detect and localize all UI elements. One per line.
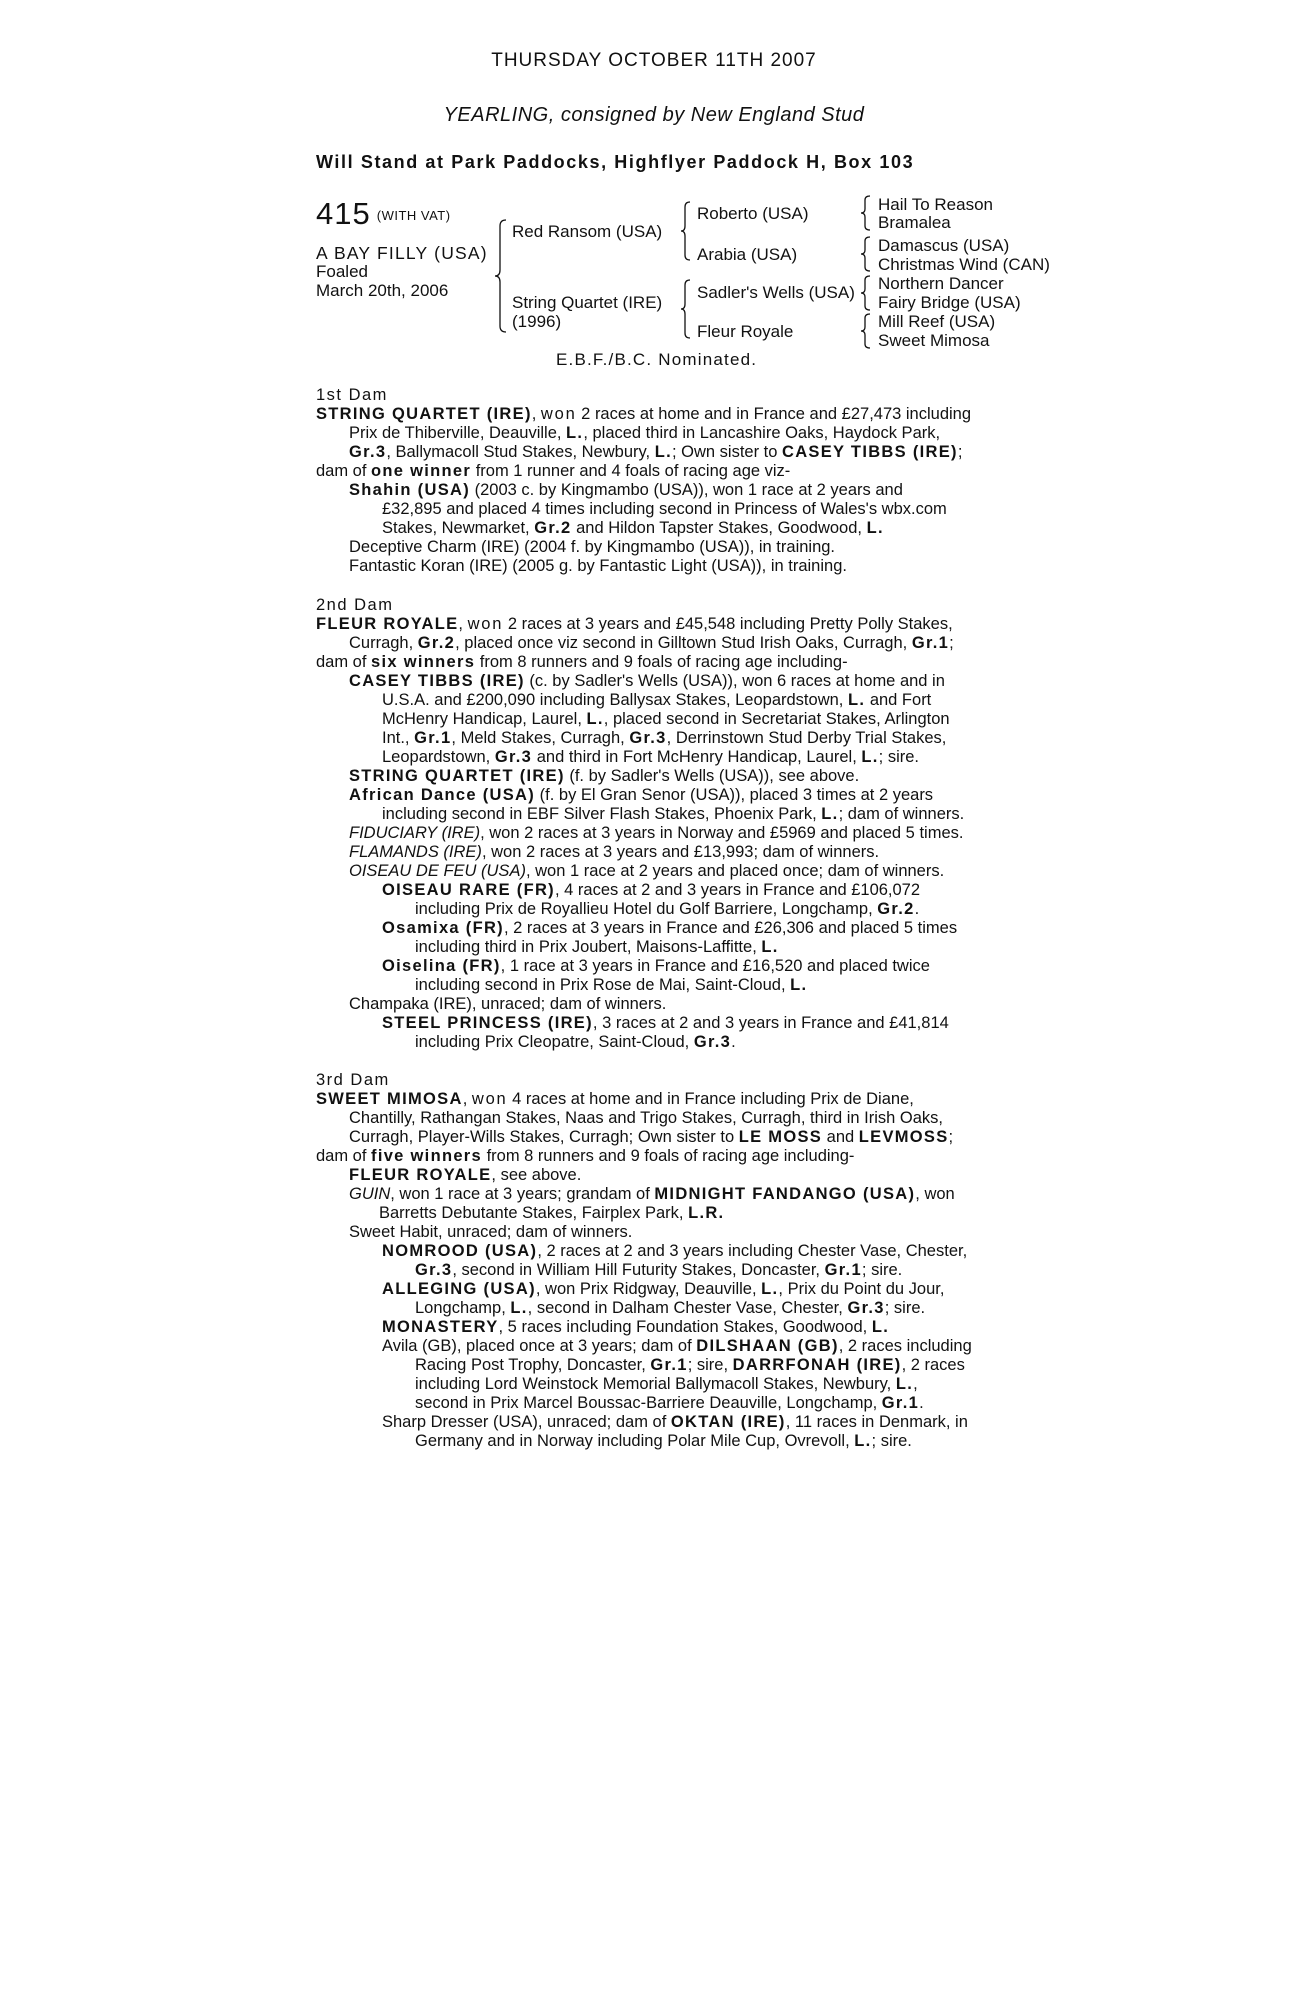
pedigree-dam-sire: Sadler's Wells (USA) [697, 283, 855, 302]
text-segment: , 2 races including [838, 1337, 972, 1355]
text-segment: ; dam of winners. [838, 805, 965, 823]
text-line [316, 1299, 1006, 1318]
text-segment: . [914, 900, 920, 918]
text-segment: dam of [316, 653, 372, 671]
bold-text: Gr.2 [877, 900, 915, 918]
nomination-note: E.B.F./B.C. Nominated. [556, 350, 758, 369]
text-segment: , Prix du Point du Jour, [778, 1280, 945, 1298]
text-segment: ; sire. [878, 748, 919, 766]
bold-text: Gr.3 [494, 748, 533, 766]
text-segment: from 8 runners and 9 foals of racing age including- [475, 653, 848, 671]
pedigree-sire-sire: Roberto (USA) [697, 204, 809, 223]
text-segment: dam of [316, 462, 372, 480]
text-segment: , second in Dalham Chester Vase, Chester, [527, 1299, 848, 1317]
text-segment: , [531, 405, 541, 423]
text-line [316, 634, 1006, 653]
bold-text: L. [566, 424, 584, 442]
pedigree-brace-g78 [860, 312, 872, 350]
text-line [316, 462, 1006, 481]
text-segment: U.S.A. and £200,090 including Ballysax Stakes, Leopardstown, [382, 691, 848, 709]
text-segment: , 11 races in Denmark, in [785, 1413, 968, 1431]
bold-text: Gr.1 [414, 729, 452, 747]
consignor-line: YEARLING, consigned by New England Stud [443, 104, 865, 126]
bold-text: MIDNIGHT FANDANGO (USA) [654, 1185, 916, 1203]
bold-text: STRING QUARTET (IRE) [349, 767, 565, 785]
bold-text: OISEAU RARE (FR) [382, 881, 555, 899]
text-line [316, 938, 1006, 957]
pedigree-g8: Sweet Mimosa [878, 331, 990, 350]
bold-text: L.R. [688, 1204, 725, 1222]
bold-text: FLEUR ROYALE [316, 615, 459, 633]
text-segment: Stakes, Newmarket, [382, 519, 535, 537]
text-segment: from 1 runner and 4 foals of racing age viz- [471, 462, 791, 480]
bold-text: Gr.3 [693, 1033, 732, 1051]
text-line [316, 729, 1006, 748]
text-segment: ; Own sister to [671, 443, 782, 461]
bold-text: five winners [371, 1147, 482, 1165]
text-segment: including Prix Cleopatre, Saint-Cloud, [415, 1033, 694, 1051]
bold-text: L. [586, 710, 604, 728]
text-segment: ; [948, 1128, 954, 1146]
bold-text: Gr.2 [417, 634, 456, 652]
first-dam-heading: 1st Dam [316, 386, 388, 404]
bold-text: L. [761, 938, 779, 956]
bold-text: L. [761, 1280, 779, 1298]
bold-text: Gr.1 [911, 634, 950, 652]
text-segment: Champaka (IRE), unraced; dam of winners. [349, 995, 667, 1013]
pedigree-sire-dam: Arabia (USA) [697, 245, 798, 264]
text-line [316, 443, 1006, 462]
bold-text: LEVMOSS [858, 1128, 949, 1146]
text-segment: and Hildon Tapster Stakes, Goodwood, [571, 519, 867, 537]
text-segment: and [822, 1128, 859, 1146]
bold-text: CASEY TIBBS (IRE) [349, 672, 525, 690]
text-line [316, 824, 1006, 843]
text-segment: Curragh, Player-Wills Stakes, Curragh; Own sister to [349, 1128, 739, 1146]
text-segment: ; sire. [884, 1299, 926, 1317]
vat-note: (WITH VAT) [376, 208, 451, 223]
bold-text: L. [861, 748, 879, 766]
bold-text: Gr.1 [824, 1261, 862, 1279]
pedigree-brace-sire [680, 200, 692, 262]
bold-text: DILSHAAN (GB) [696, 1337, 839, 1355]
text-line [316, 1223, 1006, 1242]
text-line [316, 976, 1006, 995]
text-segment: Fantastic Koran (IRE) (2005 g. by Fantastic Light (USA)), in training. [349, 557, 847, 575]
bold-text: Gr.3 [847, 1299, 885, 1317]
text-segment: and third in Fort McHenry Handicap, Laurel, [532, 748, 862, 766]
bold-text: one winner [371, 462, 472, 480]
lot-description: A BAY FILLY (USA) [316, 243, 488, 263]
text-line [316, 843, 1006, 862]
text-segment: , won Prix Ridgway, Deauville, [535, 1280, 762, 1298]
text-line [316, 1090, 1006, 1109]
text-line [316, 710, 1006, 729]
bold-text: NOMROOD (USA) [382, 1242, 538, 1260]
bold-text: SWEET MIMOSA [316, 1090, 463, 1108]
text-segment: Racing Post Trophy, Doncaster, [415, 1356, 651, 1374]
text-segment: Barretts Debutante Stakes, Fairplex Park, [379, 1204, 689, 1222]
italic-text: GUIN [349, 1185, 391, 1203]
text-line [316, 767, 1006, 786]
text-line [316, 1413, 1006, 1432]
text-segment: Curragh, [349, 634, 418, 652]
bold-text: L. [821, 805, 839, 823]
text-segment: Sharp Dresser (USA), unraced; dam of [382, 1413, 671, 1431]
text-line [316, 538, 1006, 557]
bold-text: L. [510, 1299, 528, 1317]
text-line [316, 1356, 1006, 1375]
bold-text: CASEY TIBBS (IRE) [782, 443, 958, 461]
text-segment: 2 races at 3 years and £45,548 including Pretty Polly Stakes, [503, 615, 953, 633]
text-line [316, 786, 1006, 805]
pedigree-dam-dam: Fleur Royale [697, 322, 794, 341]
text-segment: ; sire. [871, 1432, 912, 1450]
text-line [316, 557, 1006, 576]
text-line [316, 1432, 1006, 1451]
text-segment: , 4 races at 2 and 3 years in France and £106,072 [554, 881, 921, 899]
text-segment: , see above. [491, 1166, 582, 1184]
bold-text: Gr.3 [629, 729, 667, 747]
bold-text: STEEL PRINCESS (IRE) [382, 1014, 593, 1032]
bold-text: Osamixa (FR) [382, 919, 504, 937]
text-segment: , 5 races including Foundation Stakes, Goodwood, [498, 1318, 872, 1336]
spaced-text: won [471, 1090, 508, 1108]
text-segment: . [731, 1033, 736, 1051]
text-line [316, 1147, 1006, 1166]
spaced-text: won [467, 615, 504, 633]
text-line [316, 862, 1006, 881]
pedigree-dam: String Quartet (IRE) [512, 293, 663, 312]
text-line [316, 519, 1006, 538]
text-segment: , second in William Hill Futurity Stakes, Doncaster, [452, 1261, 825, 1279]
text-segment: Leopardstown, [382, 748, 495, 766]
text-segment: (c. by Sadler's Wells (USA)), won 6 races at home and in [524, 672, 945, 690]
text-segment: . [919, 1394, 924, 1412]
location-line: Will Stand at Park Paddocks, Highflyer Paddock H, Box 103 [316, 152, 915, 172]
text-line [316, 1337, 1006, 1356]
text-segment: second in Prix Marcel Boussac-Barriere Deauville, Longchamp, [415, 1394, 882, 1412]
pedigree-g7: Mill Reef (USA) [878, 312, 996, 331]
bold-text: MONASTERY [382, 1318, 499, 1336]
bold-text: LE MOSS [738, 1128, 823, 1146]
text-segment: including second in Prix Rose de Mai, Saint-Cloud, [415, 976, 791, 994]
text-line [316, 1109, 1006, 1128]
text-segment: , 2 races at 2 and 3 years including Chester Vase, Chester, [537, 1242, 968, 1260]
italic-text: FLAMANDS (IRE) [349, 843, 482, 861]
text-line [316, 1261, 1006, 1280]
text-line [316, 919, 1006, 938]
bold-text: OKTAN (IRE) [670, 1413, 786, 1431]
text-line [316, 500, 1006, 519]
bold-text: L. [654, 443, 672, 461]
bold-text: African Dance (USA) [349, 786, 536, 804]
text-segment: (f. by Sadler's Wells (USA)), see above. [564, 767, 860, 785]
text-line [316, 1204, 1006, 1223]
text-segment: , placed once viz second in Gilltown Stud Irish Oaks, Curragh, [455, 634, 912, 652]
pedigree-g3: Damascus (USA) [878, 236, 1010, 255]
text-segment: , Ballymacoll Stud Stakes, Newbury, [386, 443, 655, 461]
text-segment: Int., [382, 729, 415, 747]
text-segment: Germany and in Norway including Polar Mile Cup, Ovrevoll, [415, 1432, 855, 1450]
text-segment: , won 2 races at 3 years in Norway and £5969 and placed 5 times. [480, 824, 964, 842]
text-line [316, 1033, 1006, 1052]
bold-text: Gr.2 [534, 519, 572, 537]
text-line [316, 995, 1006, 1014]
text-segment: , [458, 615, 468, 633]
text-segment: McHenry Handicap, Laurel, [382, 710, 587, 728]
text-line [316, 424, 1006, 443]
text-segment: , 2 races at 3 years in France and £26,306 and placed 5 times [503, 919, 958, 937]
text-line [316, 1166, 1006, 1185]
text-segment: , won 1 race at 2 years and placed once; dam of winners. [525, 862, 945, 880]
bold-text: STRING QUARTET (IRE) [316, 405, 532, 423]
bold-text: L. [866, 519, 884, 537]
text-line [316, 881, 1006, 900]
bold-text: FLEUR ROYALE [349, 1166, 492, 1184]
bold-text: L. [871, 1318, 890, 1336]
text-segment: ; sire. [861, 1261, 903, 1279]
bold-text: Gr.3 [415, 1261, 453, 1279]
text-segment: , 1 race at 3 years in France and £16,520 and placed twice [500, 957, 930, 975]
text-line [316, 748, 1006, 767]
pedigree-dam-year: (1996) [512, 312, 562, 331]
text-line [316, 957, 1006, 976]
bold-text: Gr.1 [650, 1356, 688, 1374]
text-segment: ; [957, 443, 963, 461]
text-line [316, 405, 1006, 424]
text-segment: , [462, 1090, 472, 1108]
text-segment: dam of [316, 1147, 372, 1165]
text-line [316, 481, 1006, 500]
text-line [316, 1375, 1006, 1394]
text-line [316, 1394, 1006, 1413]
text-segment: , won 1 race at 3 years; grandam of [390, 1185, 655, 1203]
text-segment: including Lord Weinstock Memorial Ballymacoll Stakes, Newbury, [415, 1375, 896, 1393]
pedigree-g5: Northern Dancer [878, 274, 1004, 293]
spaced-text: won [540, 405, 577, 423]
text-line [316, 1128, 1006, 1147]
text-segment: Chantilly, Rathangan Stakes, Naas and Trigo Stakes, Curragh, third in Irish Oaks, [349, 1109, 943, 1127]
text-segment: , 2 races [901, 1356, 965, 1374]
text-line [316, 1242, 1006, 1261]
third-dam-heading: 3rd Dam [316, 1071, 390, 1089]
text-segment: 2 races at home and in France and £27,473 including [576, 405, 972, 423]
text-segment: (f. by El Gran Senor (USA)), placed 3 times at 2 years [535, 786, 934, 804]
text-line [316, 805, 1006, 824]
bold-text: Gr.3 [349, 443, 387, 461]
bold-text: L. [895, 1375, 914, 1393]
text-segment: ; sire, [687, 1356, 733, 1374]
pedigree-g2: Bramalea [878, 213, 951, 232]
text-line [316, 900, 1006, 919]
text-segment: (2003 c. by Kingmambo (USA)), won 1 race at 2 years and [470, 481, 903, 499]
text-segment: , 3 races at 2 and 3 years in France and £41,814 [592, 1014, 949, 1032]
pedigree-brace-g56 [860, 274, 872, 312]
text-line [316, 1014, 1006, 1033]
text-segment: including second in EBF Silver Flash Stakes, Phoenix Park, [382, 805, 822, 823]
pedigree-brace-g34 [860, 235, 872, 273]
bold-text: L. [847, 691, 866, 709]
text-segment: , [913, 1375, 918, 1393]
text-segment: Sweet Habit, unraced; dam of winners. [349, 1223, 633, 1241]
second-dam-section [316, 596, 1006, 1052]
text-segment: Longchamp, [415, 1299, 511, 1317]
text-segment: , won [915, 1185, 955, 1203]
text-segment: , Meld Stakes, Curragh, [451, 729, 630, 747]
text-segment: including Prix de Royallieu Hotel du Golf Barriere, Longchamp, [415, 900, 878, 918]
text-segment: from 8 runners and 9 foals of racing age including- [482, 1147, 855, 1165]
text-segment: , won 2 races at 3 years and £13,993; dam of winners. [481, 843, 880, 861]
italic-text: FIDUCIARY (IRE) [349, 824, 481, 842]
pedigree-brace-dam [680, 278, 692, 340]
text-segment: Deceptive Charm (IRE) (2004 f. by Kingmambo (USA)), in training. [349, 538, 836, 556]
bold-text: six winners [371, 653, 476, 671]
text-segment: , placed second in Secretariat Stakes, Arlington [603, 710, 950, 728]
text-segment: 4 races at home and in France including Prix de Diane, [507, 1090, 914, 1108]
text-segment: ; [949, 634, 954, 652]
text-line [316, 615, 1006, 634]
sale-date: THURSDAY OCTOBER 11TH 2007 [491, 50, 817, 71]
bold-text: L. [790, 976, 808, 994]
text-segment: Prix de Thiberville, Deauville, [349, 424, 567, 442]
text-segment: , placed third in Lancashire Oaks, Haydock Park, [583, 424, 941, 442]
pedigree-g6: Fairy Bridge (USA) [878, 293, 1021, 312]
text-line [316, 653, 1006, 672]
pedigree-g4: Christmas Wind (CAN) [878, 255, 1050, 274]
foaled-label: Foaled [316, 262, 368, 281]
text-line [316, 1318, 1006, 1337]
text-line [316, 672, 1006, 691]
lot-number: 415 [316, 196, 371, 231]
bold-text: ALLEGING (USA) [382, 1280, 536, 1298]
first-dam-section [316, 386, 1006, 576]
pedigree-brace-g12 [860, 194, 872, 232]
bold-text: Gr.1 [881, 1394, 920, 1412]
text-line [316, 1185, 1006, 1204]
second-dam-heading: 2nd Dam [316, 596, 394, 614]
text-segment: £32,895 and placed 4 times including second in Princess of Wales's wbx.com [382, 500, 947, 518]
pedigree-brace-main [494, 218, 508, 334]
bold-text: DARRFONAH (IRE) [732, 1356, 902, 1374]
pedigree-sire: Red Ransom (USA) [512, 222, 663, 241]
text-segment: , Derrinstown Stud Derby Trial Stakes, [666, 729, 947, 747]
foaled-date: March 20th, 2006 [316, 281, 449, 300]
text-segment: including third in Prix Joubert, Maisons-Laffitte, [415, 938, 762, 956]
text-line [316, 691, 1006, 710]
italic-text: OISEAU DE FEU (USA) [349, 862, 526, 880]
text-segment: and Fort [865, 691, 932, 709]
bold-text: Shahin (USA) [349, 481, 471, 499]
bold-text: L. [854, 1432, 872, 1450]
third-dam-section [316, 1071, 1006, 1451]
pedigree-g1: Hail To Reason [878, 195, 993, 214]
text-line [316, 1280, 1006, 1299]
text-segment: Avila (GB), placed once at 3 years; dam of [382, 1337, 697, 1355]
lot-number-block [316, 196, 451, 232]
bold-text: Oiselina (FR) [382, 957, 501, 975]
